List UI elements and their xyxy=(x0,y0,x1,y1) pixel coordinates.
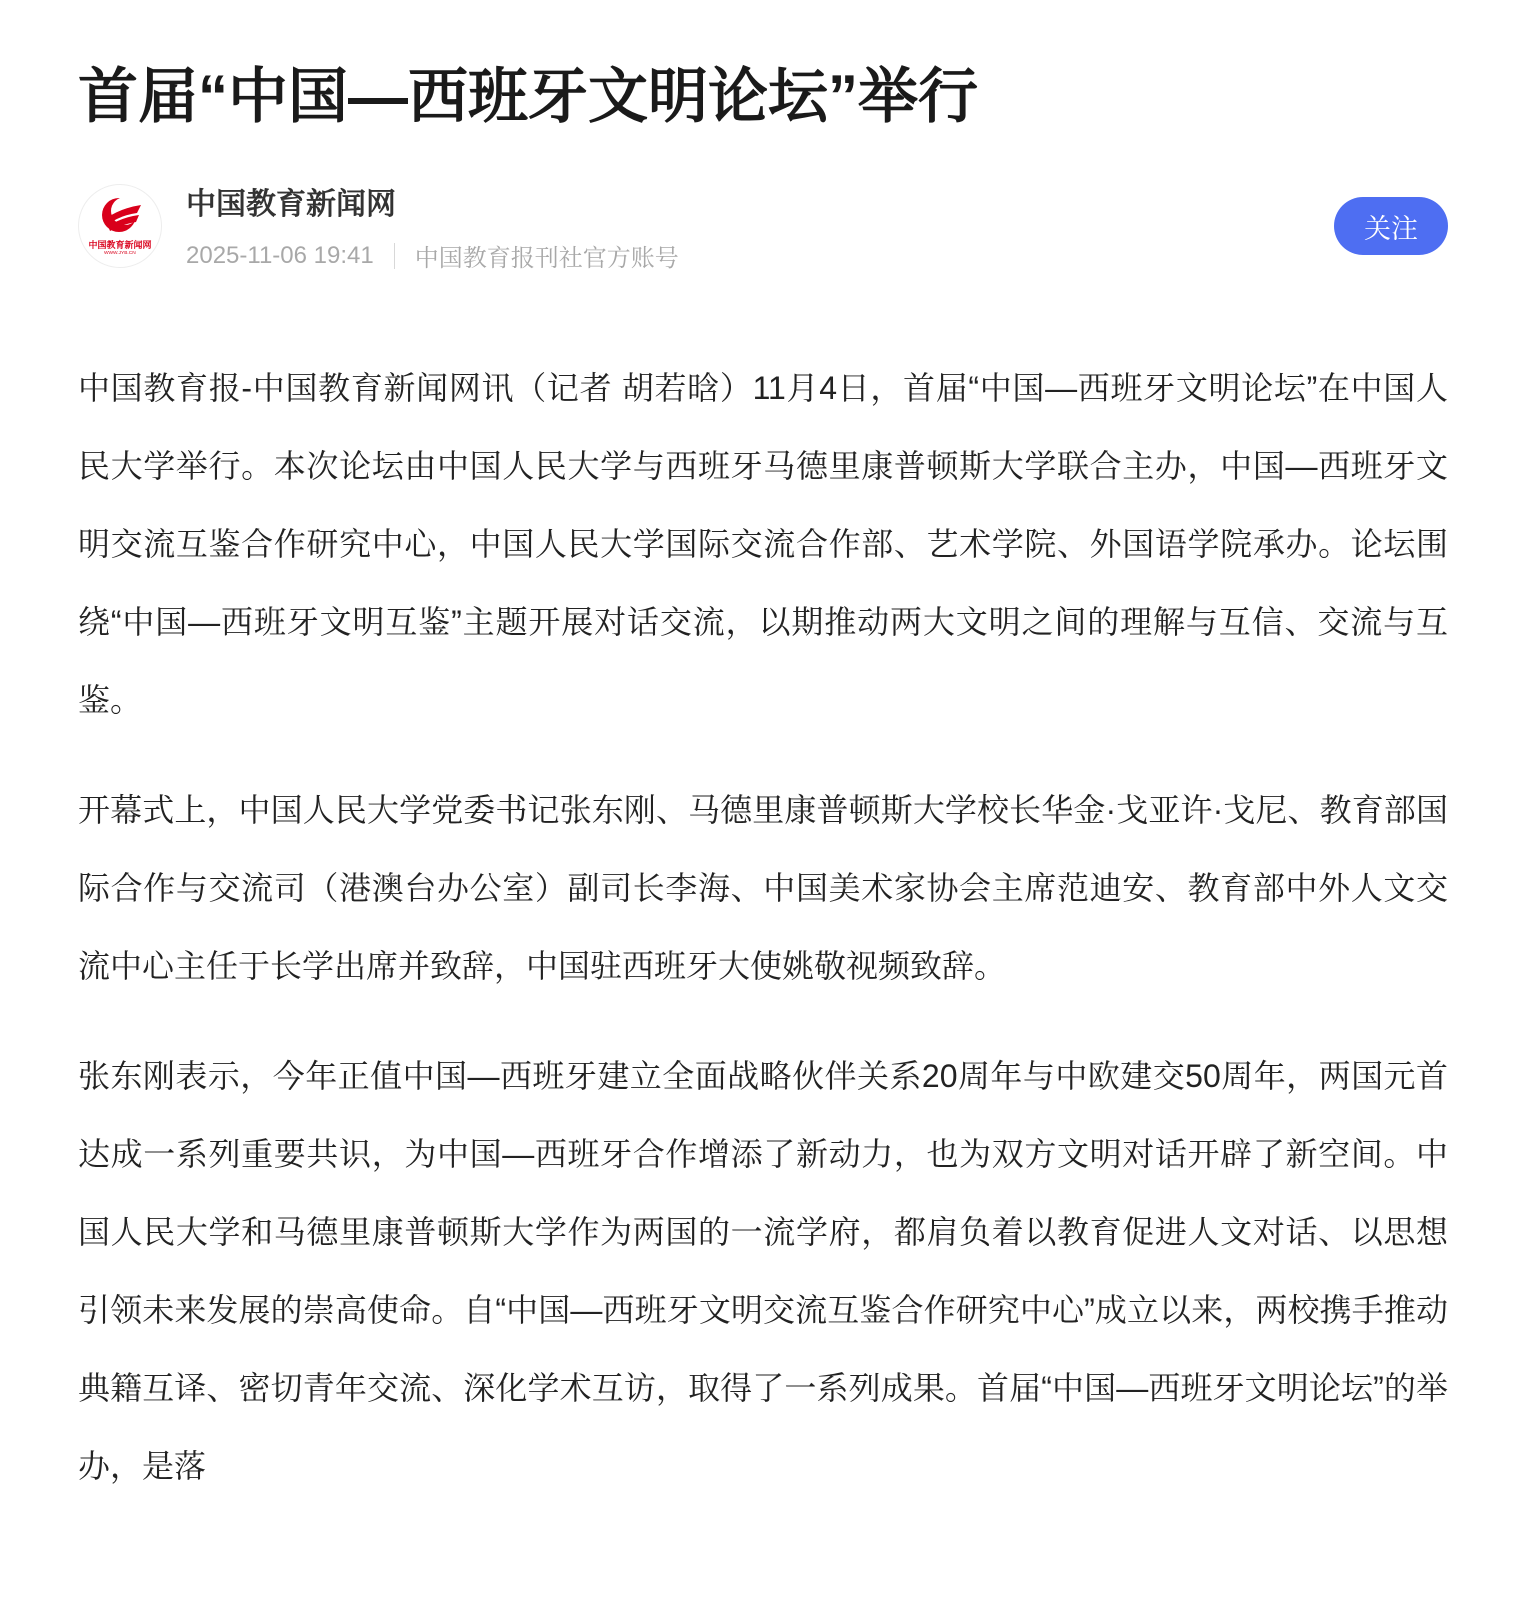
publisher-logo-url: WWW.JYB.CN xyxy=(104,251,136,256)
publisher-name[interactable]: 中国教育新闻网 xyxy=(186,188,396,221)
article-paragraph: 张东刚表示，今年正值中国—西班牙建立全面战略伙伴关系20周年与中欧建交50周年，两国元首达成一系列重要共识，为中国—西班牙合作增添了新动力，也为双方文明对话开辟了新空间。中国人民大学和马德里康普顿斯大学作为两国的一流学府，都肩负着以教育促进人文对话、以思想引领未来发展的崇高使命。自“中国—西班牙文明交流互鉴合作研究中心”成立以来，两校携手推动典籍互译、密切青年交流、深化学术互访，取得了一系列成果。首届“中国—西班牙文明论坛”的举办，是落 xyxy=(78,1058,1448,1484)
page-title: 首届“中国—西班牙文明论坛”举行 xyxy=(78,63,978,130)
article-body xyxy=(78,349,1448,1505)
follow-button[interactable]: 关注 xyxy=(1334,197,1448,255)
account-description: 中国教育报刊社官方账号 xyxy=(414,245,679,272)
publisher-logo-icon xyxy=(93,196,147,241)
publisher-avatar[interactable] xyxy=(78,184,162,268)
publisher-row xyxy=(78,179,1448,273)
publish-date: 2025-11-06 19:41 xyxy=(186,241,374,269)
publisher-meta xyxy=(186,238,679,273)
meta-divider xyxy=(394,243,395,269)
article-paragraph: 中国教育报-中国教育新闻网讯（记者 胡若晗）11月4日，首届“中国—西班牙文明论坛”在中国人民大学举行。本次论坛由中国人民大学与西班牙马德里康普顿斯大学联合主办，中国—西班牙文明交流互鉴合作研究中心，中国人民大学国际交流合作部、艺术学院、外国语学院承办。论坛围绕“中国—西班牙文明互鉴”主题开展对话交流，以期推动两大文明之间的理解与互信、交流与互鉴。 xyxy=(78,370,1448,718)
publisher-logo-text: 中国教育新闻网 xyxy=(88,239,152,250)
publisher-info xyxy=(186,179,679,273)
article-paragraph: 开幕式上，中国人民大学党委书记张东刚、马德里康普顿斯大学校长华金·戈亚许·戈尼、教育部国际合作与交流司（港澳台办公室）副司长李海、中国美术家协会主席范迪安、教育部中外人文交流中心主任于长学出席并致辞，中国驻西班牙大使姚敬视频致辞。 xyxy=(78,792,1448,984)
